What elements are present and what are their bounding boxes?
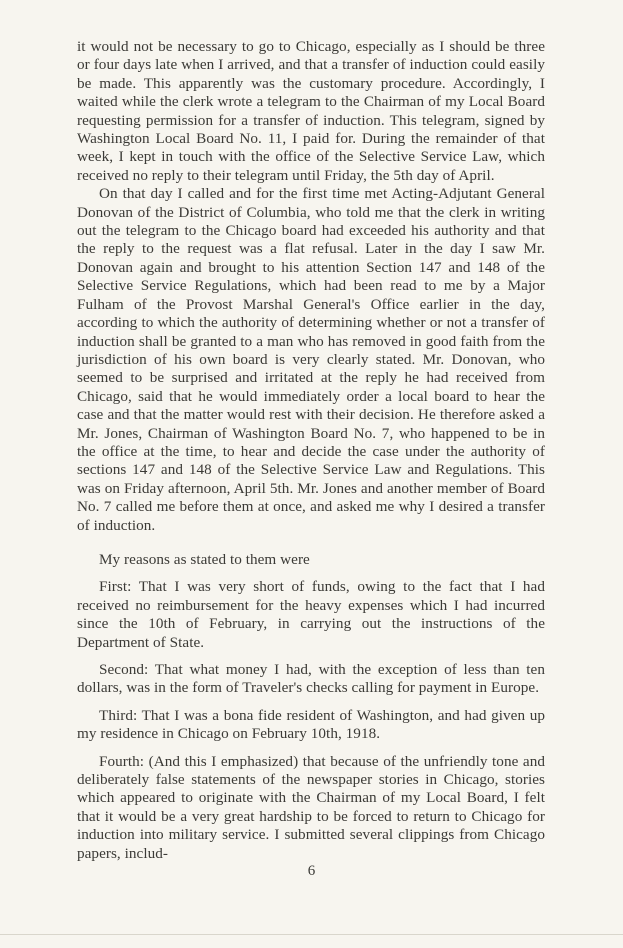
page-edge-line	[0, 934, 623, 935]
page-number: 6	[307, 863, 316, 879]
paragraph-3: My reasons as stated to them were	[99, 550, 310, 568]
paragraph-4: First: That I was very short of funds, owing to the fact that I had received no reimbursement for the heavy expenses which I had incurred since the 10th of February, in carrying out the instructions of the Department of State.	[77, 578, 545, 651]
paragraph-7: Fourth: (And this I emphasized) that because of the unfriendly tone and deliberately false statements of the newspaper stories in Chicago, stories which appeared to originate with the Chairman of my Local Board, I felt that it would be a very great hardship to be forced to return to Chicago for induction into military service. I submitted several clippings from Chicago papers, includ-	[77, 752, 545, 862]
paragraph-2: On that day I called and for the first time met Acting-Adjutant General Donovan of the District of Columbia, who told me that the clerk in writing out the telegram to the Chicago board had exceeded his authority and that the reply to the request was a flat refusal. Later in the day I saw Mr. Donovan again and brought to his attention Section 147 and 148 of the Selective Service Regulations, which had been read to me by a Major Fulham of the Provost Marshal General's Office earlier in the day, according to which the authority of determining whether or not a transfer of induction shall be granted to a man who has removed in good faith from the jurisdiction of his own board is very clearly stated. Mr. Donovan, who seemed to be surprised and irritated at the reply he had received from Chicago, said that he would immediately order a local board to hear the case and that the matter would rest with their decision. He therefore asked a Mr. Jones, Chairman of Washington Board No. 7, who happened to be in the office at the time, to hear and decide the case under the authority of sections 147 and 148 of the Selective Service Law and Regulations. This was on Friday afternoon, April 5th. Mr. Jones and another member of Board No. 7 called me before them at once, and asked me why I desired a transfer of induction.	[77, 185, 545, 534]
body-text	[77, 38, 545, 863]
paragraph-6: Third: That I was a bona fide resident of Washington, and had given up my residence in Chicago on February 10th, 1918.	[77, 706, 545, 743]
paragraph-5: Second: That what money I had, with the exception of less than ten dollars, was in the form of Traveler's checks calling for payment in Europe.	[77, 661, 545, 697]
paragraph-1: it would not be necessary to go to Chicago, especially as I should be three or four days late when I arrived, and that a transfer of induction could easily be made. This apparently was the customary procedure. Accordingly, I waited while the clerk wrote a telegram to the Chairman of my Local Board requesting permission for a transfer of induction. This telegram, signed by Washington Local Board No. 11, I paid for. During the remainder of that week, I kept in touch with the office of the Selective Service Law, which received no reply to their telegram until Friday, the 5th day of April.	[77, 38, 545, 184]
